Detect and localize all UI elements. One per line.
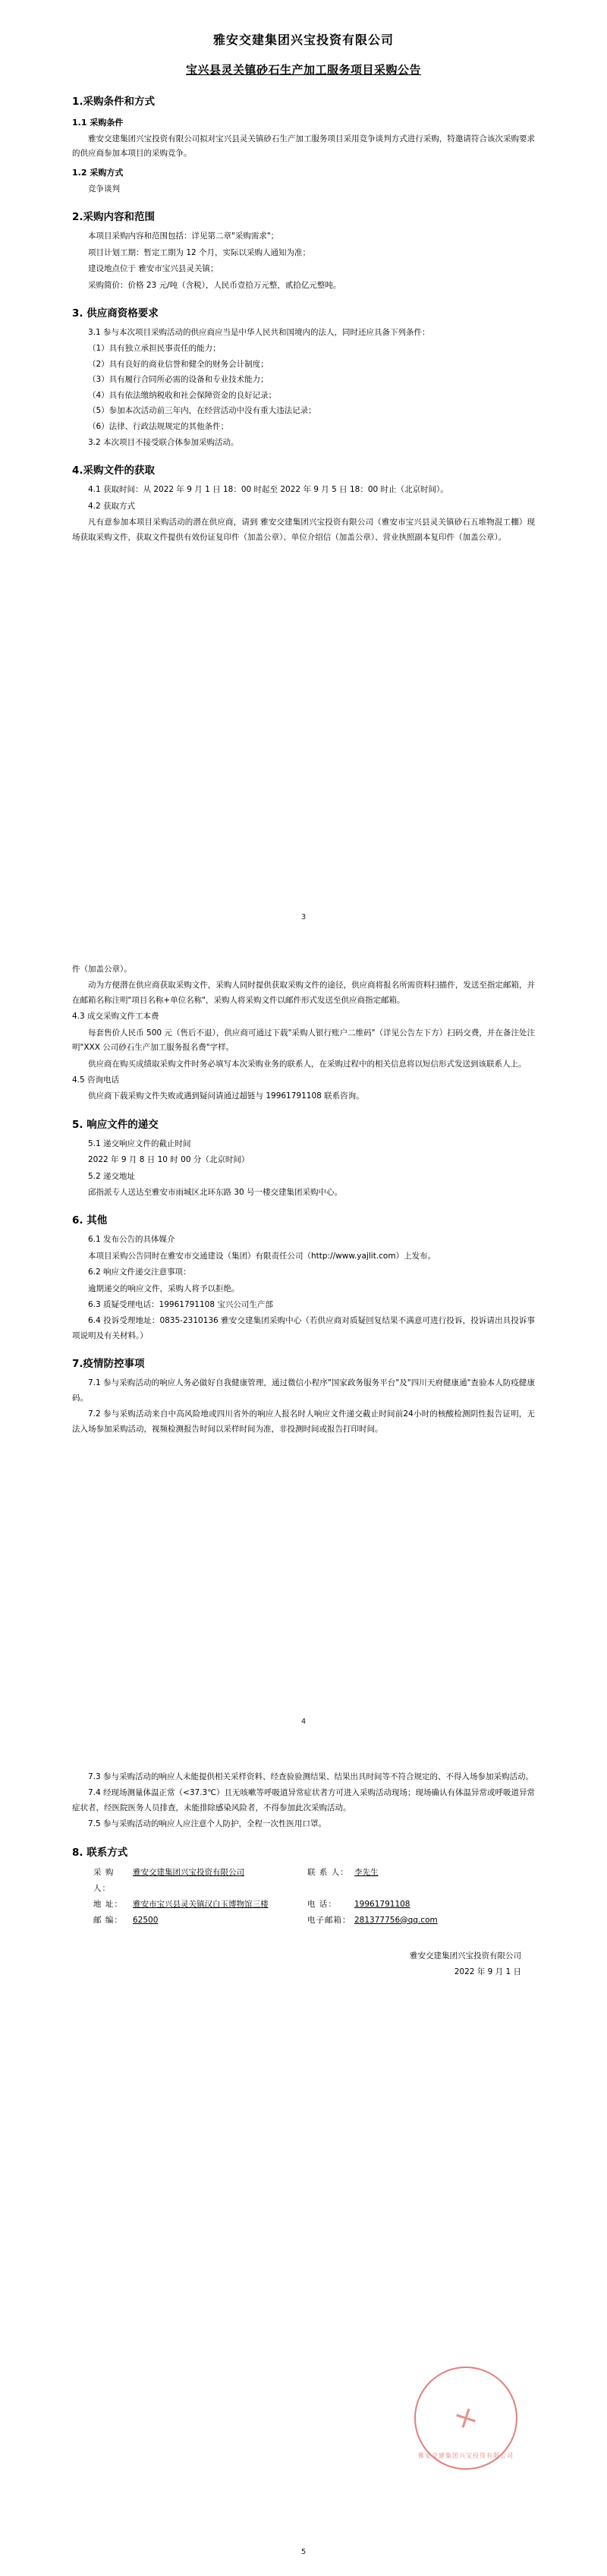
- paragraph-6-4: 逾期递交的响应文件，采购人将予以拒绝。: [88, 1283, 240, 1293]
- contact-label-address: 地 址：: [93, 1899, 123, 1909]
- paragraph-4-6: 每套售价人民币 500 元（售后不退），供应商可通过下载"采购人银行账户二维码"（详见公告左下方）扫码交费，并在备注处注明"XXX 公司砂石生产加工服务报名费"字样。: [72, 1028, 535, 1053]
- paragraph-4-7: 供应商在购买成绩取采购文件时务必填写本次采购业务的联系人，在采购过程中的相关信息将以短信形式发送到该联系人上。: [88, 1059, 527, 1069]
- section-heading-4: 4.采购文件的获取: [72, 464, 156, 477]
- contact-value-buyer: 雅安交建集团兴宝投资有限公司: [133, 1867, 244, 1877]
- contact-value-email: 281377756@qq.com: [354, 1915, 438, 1925]
- page-number-2: 4: [300, 1718, 307, 1726]
- paragraph-5-2: 2022 年 9 月 8 日 10 时 00 分（北京时间）: [88, 1155, 250, 1165]
- list-item-3-4: （4）具有依法缴纳税收和社会保障资金的良好记录；: [88, 390, 277, 400]
- contact-row: [72, 1865, 535, 1897]
- list-item-3-6: （6）法律、行政法规规定的其他条件；: [88, 421, 229, 431]
- list-item-3-3: （3）具有履行合同所必需的设备和专业技术能力；: [88, 375, 269, 385]
- section-heading-2: 2.采购内容和范围: [72, 211, 156, 224]
- document-page-2: [0, 941, 607, 1746]
- paragraph-5-3: 5.2 递交地址: [88, 1171, 136, 1181]
- contact-value-zipcode: 62500: [133, 1915, 159, 1925]
- signature-org: 雅安交建集团兴宝投资有限公司: [410, 1951, 521, 1960]
- paragraph-1-2-1: 竞争谈判: [88, 184, 120, 194]
- contact-row: [72, 1897, 535, 1913]
- paragraph-4-4: 动为方便潜在供应商获取采购文件，采购人同时提供获取采购文件的途径，供应商将报名所需资料扫描件，发送至指定邮箱，并在邮箱名称注明"项目名称+单位名称"，采购人将采购文件以邮件形式发送至供应商指定邮箱。: [72, 981, 535, 1005]
- contact-label-buyer: 采 购 人：: [93, 1867, 115, 1893]
- contact-label-person: 联 系 人：: [307, 1867, 349, 1877]
- contact-value-address: 雅安市宝兴县灵关镇汉白玉博物馆三楼: [133, 1899, 269, 1909]
- section-heading-8: 8. 联系方式: [72, 1846, 128, 1859]
- company-seal-stamp: [414, 2367, 517, 2470]
- paragraph-7-5: 7.5 参与采购活动的响应人应注意个人防护，全程一次性医用口罩。: [88, 1819, 327, 1829]
- contact-value-person: 李先生: [354, 1867, 379, 1877]
- paragraph-2-2: 项目计划工期：暂定工期为 12 个月，实际以采购人通知为准；: [88, 247, 311, 257]
- paragraph-2-4: 采购简价：价格 23 元/吨（含税），人民币壹拾万元整，贰拾亿元整吨。: [88, 280, 341, 290]
- paragraph-6-1: 6.1 发布公告的具体媒介: [88, 1235, 175, 1245]
- paragraph-7-2: 7.2 参与采购活动来自中高风险地或四川省外的响应人报名时人响应文件递交截止时间前24小时的核酸检测阴性报告证明，无法入场参加采购活动，视频检测报告时间以采样时间为准，非投测时间或报告打印时间。: [72, 1409, 535, 1434]
- paragraph-4-8-label: 4.5 咨询电话: [72, 1075, 120, 1085]
- list-item-3-2: （2）具有良好的商业信誉和健全的财务会计制度；: [88, 359, 269, 369]
- paragraph-4-9: 供应商下载采购文件失败或遇到疑问请通过超链与 19961791108 联系咨询。: [88, 1091, 364, 1101]
- subsection-heading-1-1: 1.1 采购条件: [72, 117, 124, 128]
- list-item-3-1: （1）具有独立承担民事责任的能力；: [88, 344, 221, 354]
- paragraph-1-1-1: 雅安交建集团兴宝投资有限公司拟对宝兴县灵关镇砂石生产加工服务项目采用竞争谈判方式进行采购，特邀请符合该次采购要求的供应商参加本项目的采购竞争。: [72, 134, 535, 158]
- contact-label-phone: 电 话：: [307, 1899, 337, 1909]
- page-number-1: 3: [300, 913, 307, 921]
- section-heading-5: 5. 响应文件的递交: [72, 1118, 159, 1131]
- paragraph-6-2: 本项目采购公告同时在雅安市交通建设（集团）有限责任公司（http://www.yajlit.com）上发布。: [88, 1251, 436, 1261]
- paragraph-4-5-label: 4.3 成交采购文件工本费: [72, 1012, 159, 1022]
- paragraph-3-2: 3.2 本次项目不接受联合体参加采购活动。: [88, 437, 239, 447]
- page-number-3: 5: [300, 2548, 307, 2556]
- contact-table: [72, 1865, 535, 1929]
- page-title: 宝兴县灵关镇砂石生产加工服务项目采购公告: [185, 63, 421, 77]
- section-heading-3: 3. 供应商资格要求: [72, 307, 159, 320]
- document-page-3: [0, 1746, 607, 2576]
- document-page-1: [0, 0, 607, 941]
- paragraph-7-1: 7.1 参与采购活动的响应人务必做好自我健康管理，通过微信小程序"国家政务服务平台"及"四川天府健康通"查验本人防疫健康码。: [72, 1378, 535, 1403]
- paragraph-5-1: 5.1 递交响应文件的截止时间: [88, 1138, 191, 1148]
- paragraph-5-4: 邱指派专人送达至雅安市雨城区北环东路 30 号一楼交建集团采购中心。: [88, 1188, 343, 1197]
- paragraph-4-3-cont: 件（加盖公章）。: [72, 965, 132, 974]
- company-title: 雅安交建集团兴宝投资有限公司: [212, 33, 394, 47]
- paragraph-2-3: 建设地点位于 雅安市宝兴县灵关镇；: [88, 264, 219, 274]
- contact-value-phone: 19961791108: [354, 1899, 410, 1909]
- paragraph-6-6: 6.4 投诉受理地址：0835-2310136 雅安交建集团采购中心（若供应商对质疑回复结果不满意可进行投诉，投诉请出具投诉事项说明及有关材料。）: [72, 1316, 535, 1340]
- paragraph-6-5: 6.3 质疑受理电话：19961791108 宝兴公司生产部: [88, 1300, 273, 1310]
- list-item-3-5: （5）参加本次活动前三年内，在经营活动中没有重大违法记录；: [88, 406, 316, 416]
- contact-label-email: 电子邮箱：: [307, 1915, 351, 1925]
- company-seal-text: 雅安交建集团兴宝投资有限公司: [418, 2452, 514, 2459]
- paragraph-4-2: 4.2 获取方式: [88, 501, 136, 511]
- subsection-heading-1-2: 1.2 采购方式: [72, 168, 124, 178]
- contact-label-zipcode: 邮 编：: [93, 1915, 123, 1925]
- paragraph-4-3: 凡有意参加本项目采购活动的潜在供应商，请到 雅安交建集团兴宝投资有限公司（雅安市宝兴县灵关镇砂石五堆物混工棚）现场获取采购文件，获取文件提供有效份证复印件（加盖公章）、单位介绍信（加盖公章）、营业执照副本复印件（加盖公章）。: [72, 518, 535, 542]
- paragraph-4-1: 4.1 获取时间：从 2022 年 9 月 1 日 18：00 时起至 2022 年 9 月 5 日 18：00 时止（北京时间）。: [88, 485, 448, 495]
- signature-date: 2022 年 9 月 1 日: [454, 1967, 521, 1976]
- section-heading-6: 6. 其他: [72, 1214, 108, 1227]
- paragraph-3-1: 3.1 参与本次项目采购活动的供应商应当是中华人民共和国境内的法人，同时还应具备下列条件：: [88, 328, 430, 338]
- paragraph-6-3: 6.2 响应文件递交注意事项：: [88, 1268, 191, 1277]
- paragraph-2-1: 本项目采购内容和范围包括：详见第二章"采购需求"；: [88, 231, 279, 241]
- section-heading-7: 7.疫情防控事项: [72, 1358, 145, 1371]
- paragraph-7-4: 7.4 经现场测量体温正常（<37.3℃）且无咳嗽等呼吸道异常症状者方可进入采购活动现场；现场确认有体温异常或呼吸道异常症状者，经医院医务人员排查，未能排除感染风险者，不得参加此次采购活动。: [72, 1788, 536, 1812]
- paragraph-7-3: 7.3 参与采购活动的响应人未能提供相关采样资料、经查验验测结果、结果出具时间等不符合规定的、不得入场参加采购活动。: [88, 1772, 534, 1781]
- signature-block: [72, 1948, 535, 1980]
- contact-row: [72, 1913, 535, 1929]
- section-heading-1: 1.采购条件和方式: [72, 95, 156, 108]
